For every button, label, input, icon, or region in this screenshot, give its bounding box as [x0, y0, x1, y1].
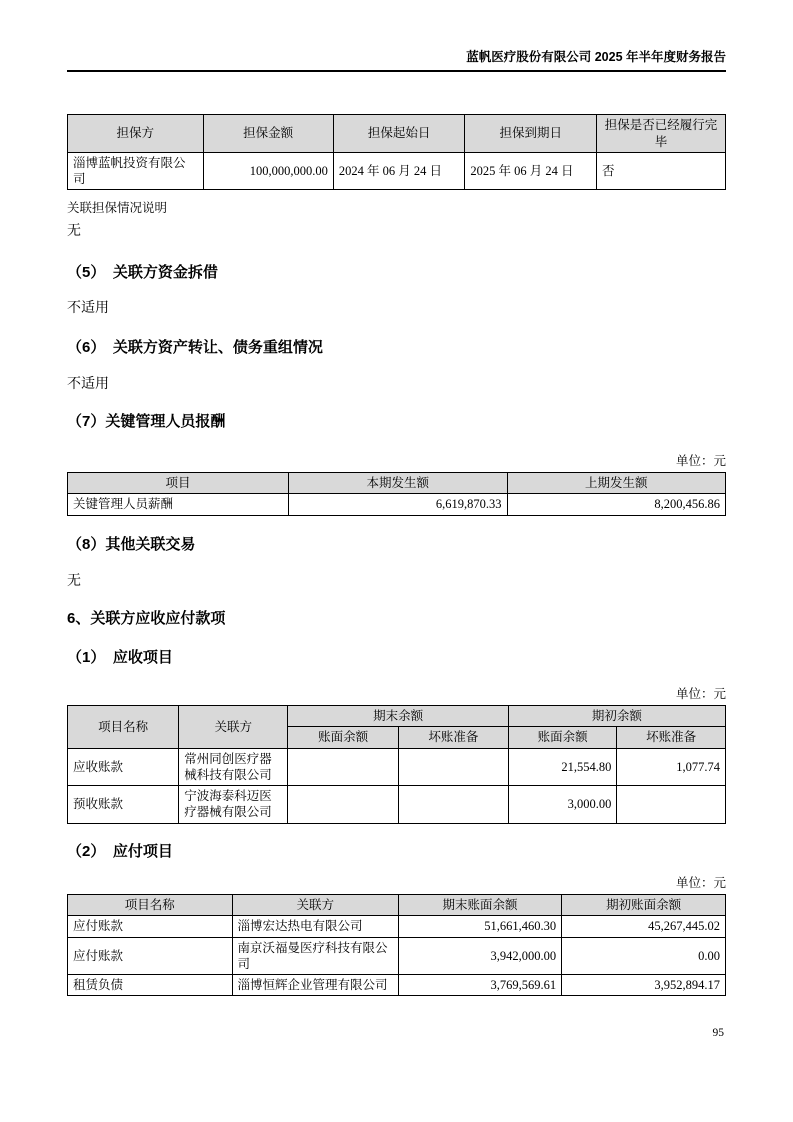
guarantee-header-fulfilled: 担保是否已经履行完毕 [597, 115, 726, 153]
section-7-heading: （7）关键管理人员报酬 [67, 412, 226, 430]
receivables-header-beginning-book: 账面余额 [508, 727, 617, 748]
receivables-ending-book-cell [288, 748, 399, 786]
kmp-item-cell: 关键管理人员薪酬 [68, 494, 289, 515]
section-6-heading: （6） 关联方资产转让、债务重组情况 [67, 338, 323, 356]
receivables-row [68, 786, 726, 824]
receivables-header-row-1 [68, 706, 726, 727]
section-8-heading: （8）其他关联交易 [67, 535, 196, 553]
payables-ending-cell: 3,942,000.00 [398, 937, 561, 975]
section-5-heading: （5） 关联方资金拆借 [67, 264, 218, 282]
receivables-ending-book-cell [288, 786, 399, 824]
guarantee-table [67, 114, 726, 190]
guarantee-end-date-cell: 2025 年 06 月 24 日 [465, 152, 597, 190]
guarantee-fulfilled-cell: 否 [597, 152, 726, 190]
section-5-body: 不适用 [67, 300, 109, 316]
unit-label: 单位：元 [675, 876, 726, 891]
receivables-beginning-book-cell: 3,000.00 [508, 786, 617, 824]
section-8-body: 无 [67, 574, 81, 590]
document-header [67, 0, 726, 72]
receivables-item-cell: 应收账款 [68, 748, 179, 786]
receivables-header-ending-book: 账面余额 [288, 727, 399, 748]
payables-row [68, 916, 726, 937]
kmp-table-header-row [68, 473, 726, 494]
payables-item-cell: 应付账款 [68, 916, 233, 937]
guarantee-header-end-date: 担保到期日 [465, 115, 597, 153]
payables-header-beginning: 期初账面余额 [562, 895, 726, 916]
guarantee-note-label: 关联担保情况说明 [67, 201, 168, 216]
page-number: 95 [712, 1027, 724, 1039]
payables-row [68, 937, 726, 975]
payables-header-party: 关联方 [232, 895, 398, 916]
receivables-party-cell: 常州同创医疗器械科技有限公司 [179, 748, 288, 786]
kmp-compensation-table [67, 472, 726, 516]
payables-party-cell: 淄博宏达热电有限公司 [232, 916, 398, 937]
receivables-header-beginning-bad: 坏账准备 [617, 727, 726, 748]
payables-header-item: 项目名称 [68, 895, 233, 916]
guarantee-start-date-cell: 2024 年 06 月 24 日 [333, 152, 465, 190]
related-balances-heading: 6、关联方应收应付款项 [67, 610, 226, 628]
guarantee-header-start-date: 担保起始日 [333, 115, 465, 153]
payables-row [68, 975, 726, 996]
receivables-header-beginning-group: 期初余额 [508, 706, 725, 727]
payables-ending-cell: 3,769,569.61 [398, 975, 561, 996]
kmp-header-current: 本期发生额 [289, 473, 507, 494]
guarantee-header-guarantor: 担保方 [68, 115, 204, 153]
unit-label: 单位：元 [675, 454, 726, 469]
guarantee-table-row [68, 152, 726, 190]
receivables-header-ending-bad: 坏账准备 [398, 727, 508, 748]
guarantee-note-value: 无 [67, 224, 81, 240]
payables-header-ending: 期末账面余额 [398, 895, 561, 916]
receivables-header-item: 项目名称 [68, 706, 179, 749]
section-6-body: 不适用 [67, 377, 109, 393]
receivables-party-cell: 宁波海泰科迈医疗器械有限公司 [179, 786, 288, 824]
kmp-prior-cell: 8,200,456.86 [507, 494, 725, 515]
payables-party-cell: 淄博恒辉企业管理有限公司 [232, 975, 398, 996]
payables-ending-cell: 51,661,460.30 [398, 916, 561, 937]
guarantee-table-header-row [68, 115, 726, 153]
payables-beginning-cell: 3,952,894.17 [562, 975, 726, 996]
payables-item-cell: 租赁负债 [68, 975, 233, 996]
report-title: 蓝帆医疗股份有限公司 2025 年半年度财务报告 [67, 49, 726, 72]
guarantee-header-amount: 担保金额 [203, 115, 333, 153]
kmp-current-cell: 6,619,870.33 [289, 494, 507, 515]
payables-table [67, 894, 726, 996]
guarantor-cell: 淄博蓝帆投资有限公司 [68, 152, 204, 190]
receivables-ending-bad-cell [398, 786, 508, 824]
payables-beginning-cell: 0.00 [562, 937, 726, 975]
receivables-header-party: 关联方 [179, 706, 288, 749]
payables-heading: （2） 应付项目 [67, 842, 173, 860]
kmp-header-item: 项目 [68, 473, 289, 494]
guarantee-amount-cell: 100,000,000.00 [203, 152, 333, 190]
unit-label: 单位：元 [675, 687, 726, 702]
payables-header-row [68, 895, 726, 916]
kmp-header-prior: 上期发生额 [507, 473, 725, 494]
receivables-ending-bad-cell [398, 748, 508, 786]
receivables-beginning-bad-cell [617, 786, 726, 824]
payables-party-cell: 南京沃福曼医疗科技有限公司 [232, 937, 398, 975]
receivables-table [67, 705, 726, 824]
receivables-row [68, 748, 726, 786]
payables-beginning-cell: 45,267,445.02 [562, 916, 726, 937]
receivables-beginning-book-cell: 21,554.80 [508, 748, 617, 786]
receivables-heading: （1） 应收项目 [67, 648, 173, 666]
receivables-header-ending-group: 期末余额 [288, 706, 508, 727]
receivables-beginning-bad-cell: 1,077.74 [617, 748, 726, 786]
kmp-table-row [68, 494, 726, 515]
payables-item-cell: 应付账款 [68, 937, 233, 975]
receivables-item-cell: 预收账款 [68, 786, 179, 824]
